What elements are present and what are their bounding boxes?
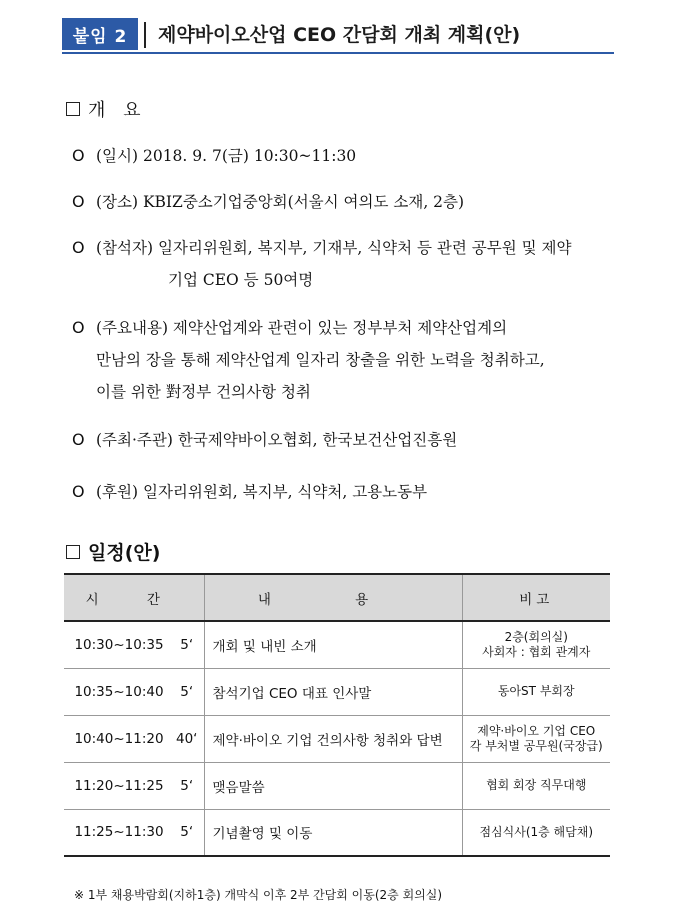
row-duration: 40‘: [170, 715, 204, 762]
schedule-table: [64, 573, 610, 857]
overview-heading: [66, 96, 147, 122]
overview-item-main-content: [72, 312, 632, 408]
table-row: [64, 621, 610, 668]
overview-item-venue: [72, 186, 632, 218]
overview-item-line: (주최·주관) 한국제약바이오협회, 한국보건산업진흥원: [96, 431, 458, 449]
row-time: 10:35~10:40: [64, 668, 170, 715]
bullet-circle-icon: O: [72, 192, 85, 211]
overview-item-line: (주요내용) 제약산업계와 관련이 있는 정부부처 제약산업계의: [96, 319, 508, 337]
row-duration: 5‘: [170, 621, 204, 668]
bullet-circle-icon: O: [72, 238, 85, 257]
header-rule: [62, 52, 614, 54]
row-note: [462, 762, 610, 809]
row-content: 기념촬영 및 이동: [204, 809, 462, 856]
row-note: [462, 621, 610, 668]
row-duration: 5‘: [170, 809, 204, 856]
row-note-line: 2층(회의실): [504, 629, 568, 644]
column-header-time: 시 간: [64, 574, 204, 621]
row-note-line: 사회자 : 협회 관계자: [482, 644, 591, 659]
row-note-line: 제약·바이오 기업 CEO: [477, 723, 596, 738]
column-header-content: 내 용: [204, 574, 462, 621]
table-header-row: [64, 574, 610, 621]
row-time: 10:40~11:20: [64, 715, 170, 762]
schedule-heading-text: 일정(안): [88, 542, 161, 564]
bullet-circle-icon: O: [72, 430, 85, 449]
schedule-heading: [66, 538, 160, 565]
overview-item-sponsors: [72, 476, 632, 508]
row-time: 11:25~11:30: [64, 809, 170, 856]
overview-item-line: (후원) 일자리위원회, 복지부, 식약처, 고용노동부: [96, 483, 428, 501]
overview-item-line: 기업 CEO 등 50여명: [168, 271, 314, 289]
bullet-circle-icon: O: [72, 318, 85, 337]
overview-item-attendees: [72, 232, 632, 296]
table-row: [64, 668, 610, 715]
row-note-line: 점심식사(1층 해담채): [479, 824, 594, 839]
overview-item-hosts: [72, 424, 632, 456]
table-row: [64, 762, 610, 809]
row-time: 10:30~10:35: [64, 621, 170, 668]
row-content: 개회 및 내빈 소개: [204, 621, 462, 668]
page-title: 제약바이오산업 CEO 간담회 개최 계획(안): [158, 24, 521, 46]
column-header-note: 비고: [462, 574, 610, 621]
row-content: 맺음말씀: [204, 762, 462, 809]
row-time: 11:20~11:25: [64, 762, 170, 809]
overview-item-date: [72, 140, 632, 172]
overview-item-line: 이를 위한 對정부 건의사항 청취: [96, 383, 311, 401]
row-note-line: 동아ST 부회장: [497, 684, 575, 698]
overview-item-line: (일시) 2018. 9. 7(금) 10:30~11:30: [96, 147, 357, 165]
row-duration: 5‘: [170, 762, 204, 809]
row-note: [462, 715, 610, 762]
bullet-circle-icon: O: [72, 146, 85, 165]
checkbox-square-icon: [66, 102, 80, 116]
overview-item-line: (참석자) 일자리위원회, 복지부, 기재부, 식약처 등 관련 공무원 및 제약: [96, 239, 572, 257]
row-content: 참석기업 CEO 대표 인사말: [204, 668, 462, 715]
row-note: [462, 809, 610, 856]
footnote: ※ 1부 채용박람회(지하1층) 개막식 이후 2부 간담회 이동(2층 회의실): [74, 888, 443, 902]
overview-item-line: (장소) KBIZ중소기업중앙회(서울시 여의도 소재, 2층): [96, 193, 465, 211]
attachment-badge: 붙임 2: [62, 18, 138, 50]
row-note: [462, 668, 610, 715]
row-duration: 5‘: [170, 668, 204, 715]
table-row: [64, 809, 610, 856]
row-note-line: 협회 회장 직무대행: [486, 778, 587, 792]
overview-item-line: 만남의 장을 통해 제약산업계 일자리 창출을 위한 노력을 청취하고,: [96, 351, 545, 369]
bullet-circle-icon: O: [72, 482, 85, 501]
header-separator: [144, 22, 146, 48]
checkbox-square-icon: [66, 545, 80, 559]
row-note-line: 각 부처별 공무원(국장급): [469, 738, 603, 753]
overview-heading-text: 개 요: [88, 100, 147, 121]
table-row: [64, 715, 610, 762]
row-content: 제약·바이오 기업 건의사항 청취와 답변: [204, 715, 462, 762]
document-header: [62, 16, 614, 54]
